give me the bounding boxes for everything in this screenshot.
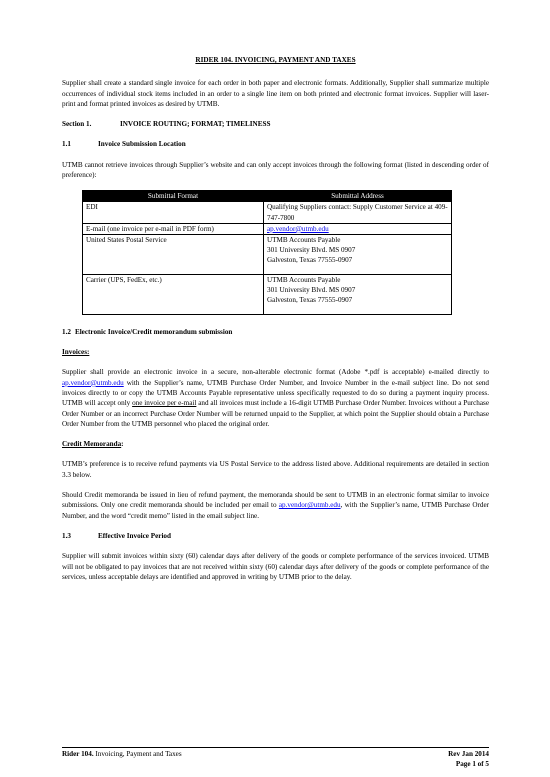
subsection-1-1-title: Invoice Submission Location	[98, 140, 186, 149]
address-line: UTMB Accounts Payable	[267, 235, 341, 244]
address-line: Galveston, Texas 77555-0907	[267, 295, 353, 304]
address-line: UTMB Accounts Payable	[267, 275, 341, 284]
footer-page-number: Page 1 of 5	[455, 760, 489, 769]
footer-revision: Rev Jan 2014	[448, 750, 489, 758]
format-cell: Carrier (UPS, FedEx, etc.)	[83, 274, 264, 314]
address-line: 301 University Blvd. MS 0907	[267, 245, 356, 254]
subsection-1-3-text: Supplier will submit invoices within sixty (60) calendar days after delivery of the goods or complete performance of the services invoiced. UTMB will not be obligated to pay invoices that are not received within sixty (60) calendar days after delivery of the goods or complete performance of the services, unless acceptable delays are identified and approved in writing by UTMB prior to the delay.	[62, 552, 489, 581]
credit-text-part: Should Credit memoranda be issued in lieu of refund payment, the memoranda should be sent to UTMB in an electronic format similar to invoice submissions. Only one credit memoranda should be included per email to	[62, 491, 489, 510]
subsection-1-1-number: 1.1	[62, 140, 71, 149]
table-header-row	[83, 191, 452, 202]
format-cell: EDI	[83, 202, 264, 223]
subsection-1-1-text: UTMB cannot retrieve invoices through Supplier’s website and can only accept invoices through the following format (listed in descending order of preference):	[62, 160, 489, 180]
submittal-table	[82, 190, 452, 314]
subsection-1-3-heading	[62, 531, 489, 541]
table-row	[83, 234, 452, 274]
address-line: 301 University Blvd. MS 0907	[267, 285, 356, 294]
subsection-1-1-heading	[62, 139, 489, 149]
format-cell: United States Postal Service	[83, 234, 264, 274]
invoices-paragraph	[62, 367, 489, 429]
table-row	[83, 274, 452, 314]
subsection-1-3-number: 1.3	[62, 531, 71, 540]
invoices-heading: Invoices:	[62, 348, 90, 357]
section-1-title: INVOICE ROUTING; FORMAT; TIMELINESS	[120, 120, 271, 129]
table-row	[83, 202, 452, 223]
address-cell	[264, 274, 452, 314]
invoices-text-part: Supplier shall provide an electronic invoice in a secure, non-alterable electronic format (Adobe *.pdf is acceptable) e-mailed directly to	[62, 368, 489, 377]
intro-paragraph: Supplier shall create a standard single invoice for each order in both paper and electronic formats. Additionally, Supplier shall summarize multiple occurrences of individual stock items included in an order to a single line item on both printed and electronic format invoices. Supplier will laser-print and format printed invoices as desired by UTMB.	[62, 79, 489, 108]
document-body	[62, 55, 489, 592]
credit-text-part: , with the Supplier’s name, UTMB Purchase Order Number, and the word “credit memo” listed in the email subject line.	[62, 501, 490, 520]
section-1-number: Section 1.	[62, 120, 92, 129]
subsection-1-3-title: Effective Invoice Period	[98, 531, 171, 540]
subsection-1-2-heading	[62, 327, 489, 337]
column-header-format: Submittal Format	[83, 191, 264, 202]
subsection-1-2-title: Electronic Invoice/Credit memorandum submission	[74, 327, 233, 336]
footer-document-name	[62, 749, 182, 759]
email-link[interactable]: ap.vendor@utmb.edu	[62, 378, 124, 387]
address-cell	[264, 234, 452, 274]
address-line: Galveston, Texas 77555-0907	[267, 255, 353, 264]
credit-paragraph-2	[62, 490, 489, 521]
address-cell: Qualifying Suppliers contact: Supply Customer Service at 409-747-7800	[264, 202, 452, 223]
credit-paragraph-1: UTMB’s preference is to receive refund payments via US Postal Service to the address listed above. Additional requirements are detailed in section 3.3 below.	[62, 460, 489, 479]
credit-memoranda-label: Credit Memoranda	[62, 440, 122, 449]
section-1-heading	[62, 119, 489, 129]
subsection-1-2-number: 1.2	[62, 327, 71, 336]
invoices-text-part: and all invoices must include a 16-digit UTMB Purchase Order Number. Invoices without a Purchase Order Number or an incorrect Purchase Order Number will be returned unpaid to the Supplier, at which point the Supplier should obtain a Purchase Order Number from the UTMB personnel who placed the original order.	[62, 399, 489, 428]
email-link[interactable]: ap.vendor@utmb.edu	[278, 501, 341, 510]
column-header-address: Submittal Address	[264, 191, 452, 202]
credit-memoranda-heading	[62, 439, 489, 449]
address-cell	[264, 223, 452, 234]
footer-rider-label: Rider 104.	[62, 750, 94, 758]
invoices-text-part: with the Supplier’s name, UTMB Purchase Order Number, and Invoice Number in the e-mail subject line. Do not send invoices directly to or copy the UTMB Accounts Payable representative unless specifically requested to do so during a payment inquiry process. UTMB will accept only	[62, 378, 489, 408]
page-footer	[62, 747, 489, 770]
credit-memoranda-colon: :	[121, 440, 124, 449]
one-invoice-emphasis: one invoice per e-mail	[132, 399, 197, 408]
footer-rider-title: Invoicing, Payment and Taxes	[93, 750, 182, 758]
email-link[interactable]: ap.vendor@utmb.edu	[267, 224, 329, 233]
document-title: RIDER 104. INVOICING, PAYMENT AND TAXES	[195, 56, 356, 64]
format-cell: E-mail (one invoice per e-mail in PDF form)	[83, 223, 264, 234]
table-row	[83, 223, 452, 234]
